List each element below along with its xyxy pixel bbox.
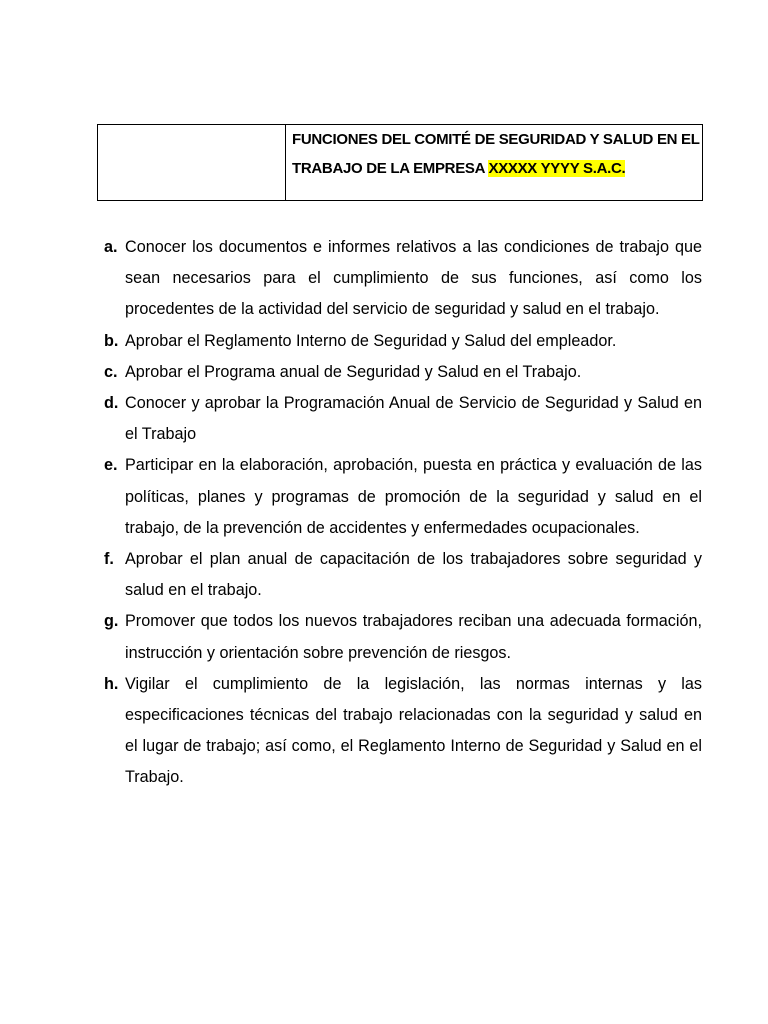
list-item-text: Participar en la elaboración, aprobación, puesta en práctica y evaluación de las políticas, planes y programas de promoción de la seguridad y salud en el trabajo, de la prevención de accidentes y enfermedades ocupacionales. (125, 456, 702, 537)
list-item-text: Vigilar el cumplimiento de la legislación, las normas internas y las especificaciones técnicas del trabajo relacionadas con la seguridad y salud en el lugar de trabajo; así como, el Reglamento Interno de Seguridad y Salud en el Trabajo. (125, 674, 702, 787)
list-item-text: Conocer los documentos e informes relativos a las condiciones de trabajo que sean necesarios para el cumplimiento de sus funciones, así como los procedentes de la actividad del servicio de seguridad y salud en el trabajo. (125, 238, 702, 319)
header-title-prefix: TRABAJO DE LA EMPRESA (292, 160, 489, 177)
list-item (104, 326, 702, 357)
list-marker: d. (104, 394, 119, 413)
list-marker: c. (104, 362, 118, 381)
header-title-line1: FUNCIONES DEL COMITÉ DE SEGURIDAD Y SALUD EN EL (292, 131, 700, 148)
list-item (104, 388, 702, 450)
list-marker: b. (104, 331, 119, 350)
list-marker: e. (104, 456, 118, 475)
list-item (104, 606, 702, 668)
list-marker: h. (104, 674, 119, 693)
header-title (286, 125, 702, 183)
list-item-text: Aprobar el plan anual de capacitación de los trabajadores sobre seguridad y salud en el trabajo. (125, 550, 702, 600)
list-item (104, 544, 702, 606)
header-table (97, 124, 703, 201)
list-item (104, 357, 702, 388)
list-item-text: Conocer y aprobar la Programación Anual de Servicio de Seguridad y Salud en el Trabajo (125, 394, 702, 444)
company-name-highlight: XXXXX YYYY S.A.C. (488, 160, 626, 177)
list-marker: g. (104, 612, 119, 631)
list-item-text: Aprobar el Programa anual de Seguridad y Salud en el Trabajo. (125, 362, 582, 381)
list-item (104, 232, 702, 326)
list-item-text: Promover que todos los nuevos trabajadores reciban una adecuada formación, instrucción y orientación sobre prevención de riesgos. (125, 612, 702, 662)
list-item-text: Aprobar el Reglamento Interno de Seguridad y Salud del empleador. (125, 331, 617, 350)
list-marker: f. (104, 550, 114, 569)
header-empty-cell (98, 125, 286, 201)
list-item (104, 450, 702, 544)
header-title-line2 (292, 154, 698, 183)
header-title-cell (286, 125, 703, 201)
list-item (104, 669, 702, 794)
functions-list (104, 232, 702, 794)
list-marker: a. (104, 238, 118, 256)
